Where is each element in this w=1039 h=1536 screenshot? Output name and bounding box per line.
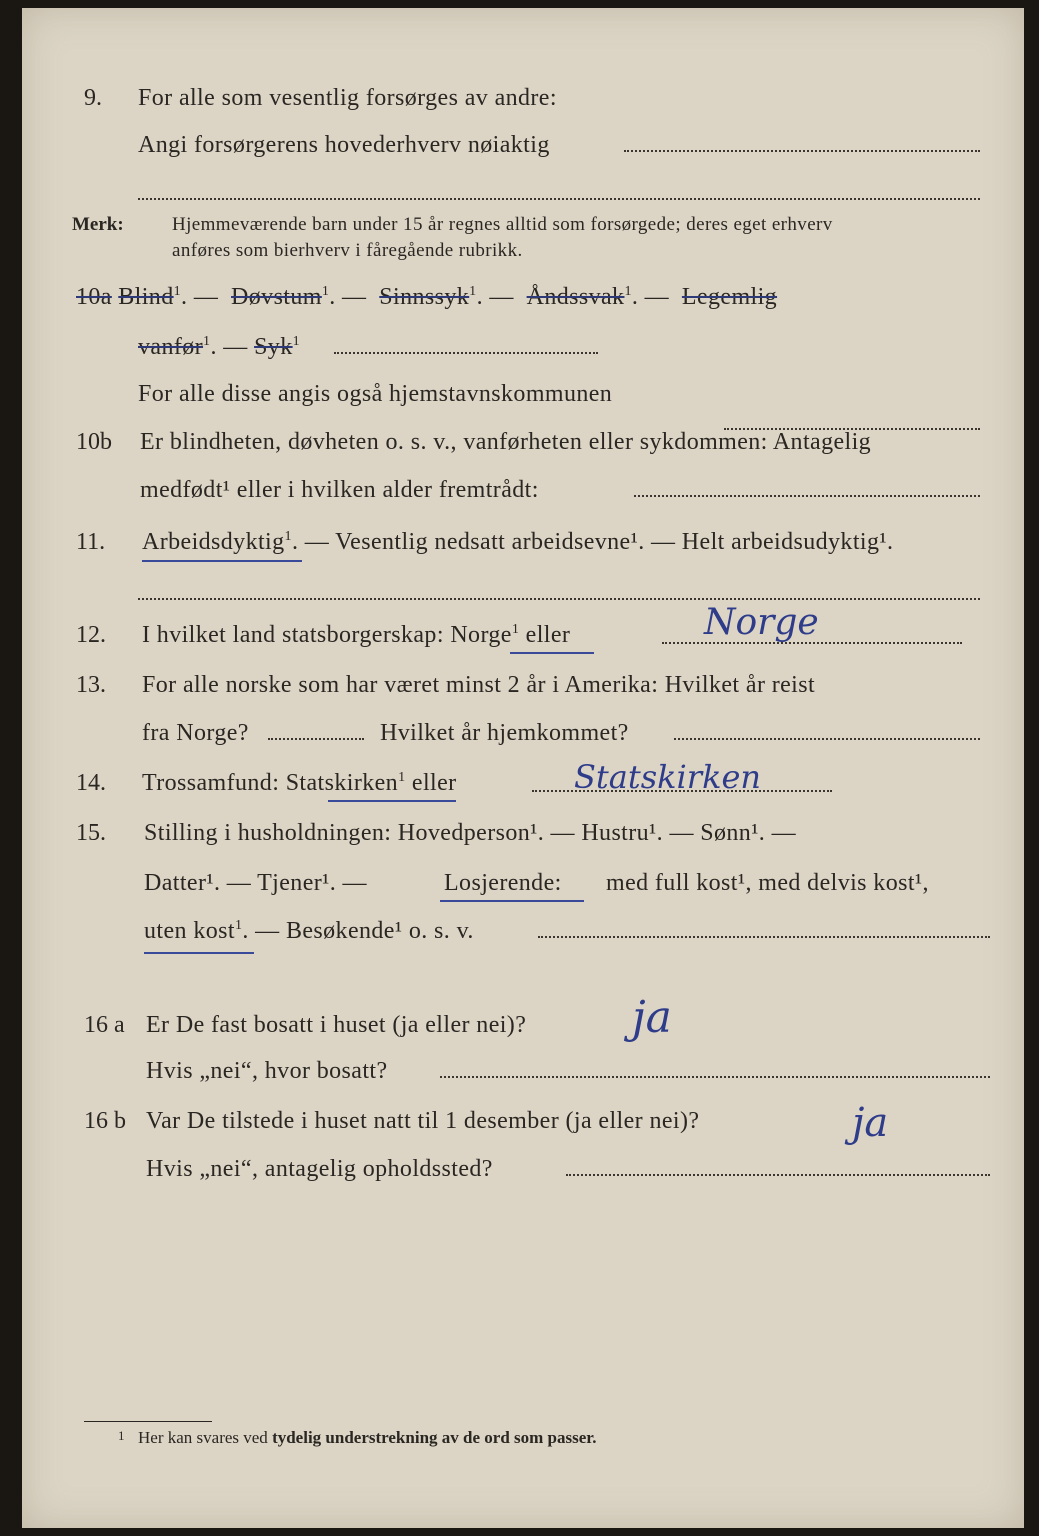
q10a-line1: 10a Blind$^1$. — Døvstum$^1$. — Sinnssyk$^1$. — Åndssvak$^1$. — Legemlig (76, 284, 778, 310)
q9-answer-line-2[interactable] (138, 198, 980, 200)
q15-line2a: Datter¹. — Tjener¹. — (144, 870, 367, 896)
footnote-rule (84, 1421, 212, 1422)
merk-line1: Hjemmeværende barn under 15 år regnes alltid som forsørgede; deres eget erhverv (172, 214, 833, 235)
q14-number: 14. (76, 770, 106, 796)
q10a-blind: Blind (118, 284, 174, 310)
q10b-line2: medfødt¹ eller i hvilken alder fremtrådt: (140, 477, 539, 503)
q16a-handwritten-answer: ja (632, 992, 672, 1043)
q10a-vanfor: vanfør (138, 334, 204, 360)
q12-line: I hvilket land statsborgerskap: Norge$^1$ eller (142, 622, 571, 648)
q9-line2: Angi forsørgerens hovederhverv nøiaktig (138, 132, 550, 158)
q16a-number: 16 a (84, 1012, 125, 1038)
q11-separator-line (138, 598, 980, 600)
q11-number: 11. (76, 529, 106, 555)
q10a-syk: Syk (254, 334, 293, 360)
q10a-answer-line[interactable] (334, 352, 598, 354)
q15-losjerende-underline (440, 900, 584, 902)
q11-line: Arbeidsdyktig$^1$. — Vesentlig nedsatt arbeidsevne¹. — Helt arbeidsudyktig¹. (142, 529, 894, 555)
q16b-line2: Hvis „nei“, antagelig opholdssted? (146, 1156, 493, 1182)
q9-line1: For alle som vesentlig forsørges av andre: (138, 85, 557, 111)
q16b-number: 16 b (84, 1108, 126, 1134)
q10a-legemlig: Legemlig (681, 284, 778, 310)
q16a-line2: Hvis „nei“, hvor bosatt? (146, 1058, 388, 1084)
q10b-line1: Er blindheten, døvheten o. s. v., vanførheten eller sykdommen: Antagelig (140, 429, 872, 455)
q16b-handwritten-answer: ja (852, 1100, 889, 1146)
q15-opt-losjerende: Losjerende: (444, 870, 562, 896)
q13-line1: For alle norske som har været minst 2 år i Amerika: Hvilket år reist (142, 672, 816, 698)
q12-number: 12. (76, 622, 106, 648)
q11-rest: . — Vesentlig nedsatt arbeidsevne¹. — Helt arbeidsudyktig¹. (291, 529, 894, 555)
q12-opt-norge: Norge (450, 622, 512, 648)
q15-number: 15. (76, 820, 106, 846)
q12-handwritten-underline (510, 652, 594, 654)
q13-line2a: fra Norge? (142, 720, 249, 746)
q10b-answer-line[interactable] (634, 495, 980, 497)
footnote-mark: 1 (118, 1428, 125, 1443)
q15-uten-kost-underline (144, 952, 254, 954)
merk-line2: anføres som bierhverv i fåregående rubrikk. (172, 240, 523, 261)
form-page (22, 8, 1024, 1528)
q11-opt-arbeidsdyktig: Arbeidsdyktig (142, 529, 285, 555)
q10a-sinnssyk: Sinnssyk (379, 284, 470, 310)
q16a-answer-line[interactable] (440, 1076, 990, 1078)
q13-reist-line[interactable] (268, 738, 364, 740)
q16a-line1: Er De fast bosatt i huset (ja eller nei)? (146, 1012, 527, 1038)
q9-number: 9. (84, 85, 102, 111)
q14-opt-statskirken: Statskirken (285, 770, 399, 796)
q15-answer-line[interactable] (538, 936, 990, 938)
q14-handwritten-answer: Statskirken (574, 758, 761, 796)
q15-line2c: med full kost¹, med delvis kost¹, (606, 870, 929, 896)
q15-line1: Stilling i husholdningen: Hovedperson¹. — Hustru¹. — Sønn¹. — (144, 820, 796, 846)
q13-line2b: Hvilket år hjemkommet? (380, 720, 629, 746)
q12-handwritten-answer: Norge (704, 602, 819, 643)
q10a-number: 10a (76, 284, 112, 310)
q9-answer-line[interactable] (624, 150, 980, 152)
merk-label: Merk: (72, 214, 124, 235)
q13-number: 13. (76, 672, 106, 698)
q15-opt-uten-kost: uten kost (144, 918, 235, 944)
q15-line3: uten kost$^1$. — Besøkende¹ o. s. v. (144, 918, 474, 944)
q14-handwritten-underline (328, 800, 456, 802)
q10a-line3: For alle disse angis også hjemstavnskommunen (138, 381, 613, 407)
q16b-answer-line[interactable] (566, 1174, 990, 1176)
q16b-line1: Var De tilstede i huset natt til 1 desember (ja eller nei)? (146, 1108, 700, 1134)
q13-hjem-line[interactable] (674, 738, 980, 740)
q10b-number: 10b (76, 429, 112, 455)
q10a-andssvak: Åndssvak (526, 284, 625, 310)
q10a-line2: vanfør$^1$. — Syk$^1$ (138, 334, 301, 360)
q14-line: Trossamfund: Statskirken$^1$ eller (142, 770, 457, 796)
q11-handwritten-underline (142, 560, 302, 562)
footnote-text: Her kan svares ved tydelig understrekning av de ord som passer. (138, 1428, 597, 1447)
q10a-dovstum: Døvstum (231, 284, 322, 310)
